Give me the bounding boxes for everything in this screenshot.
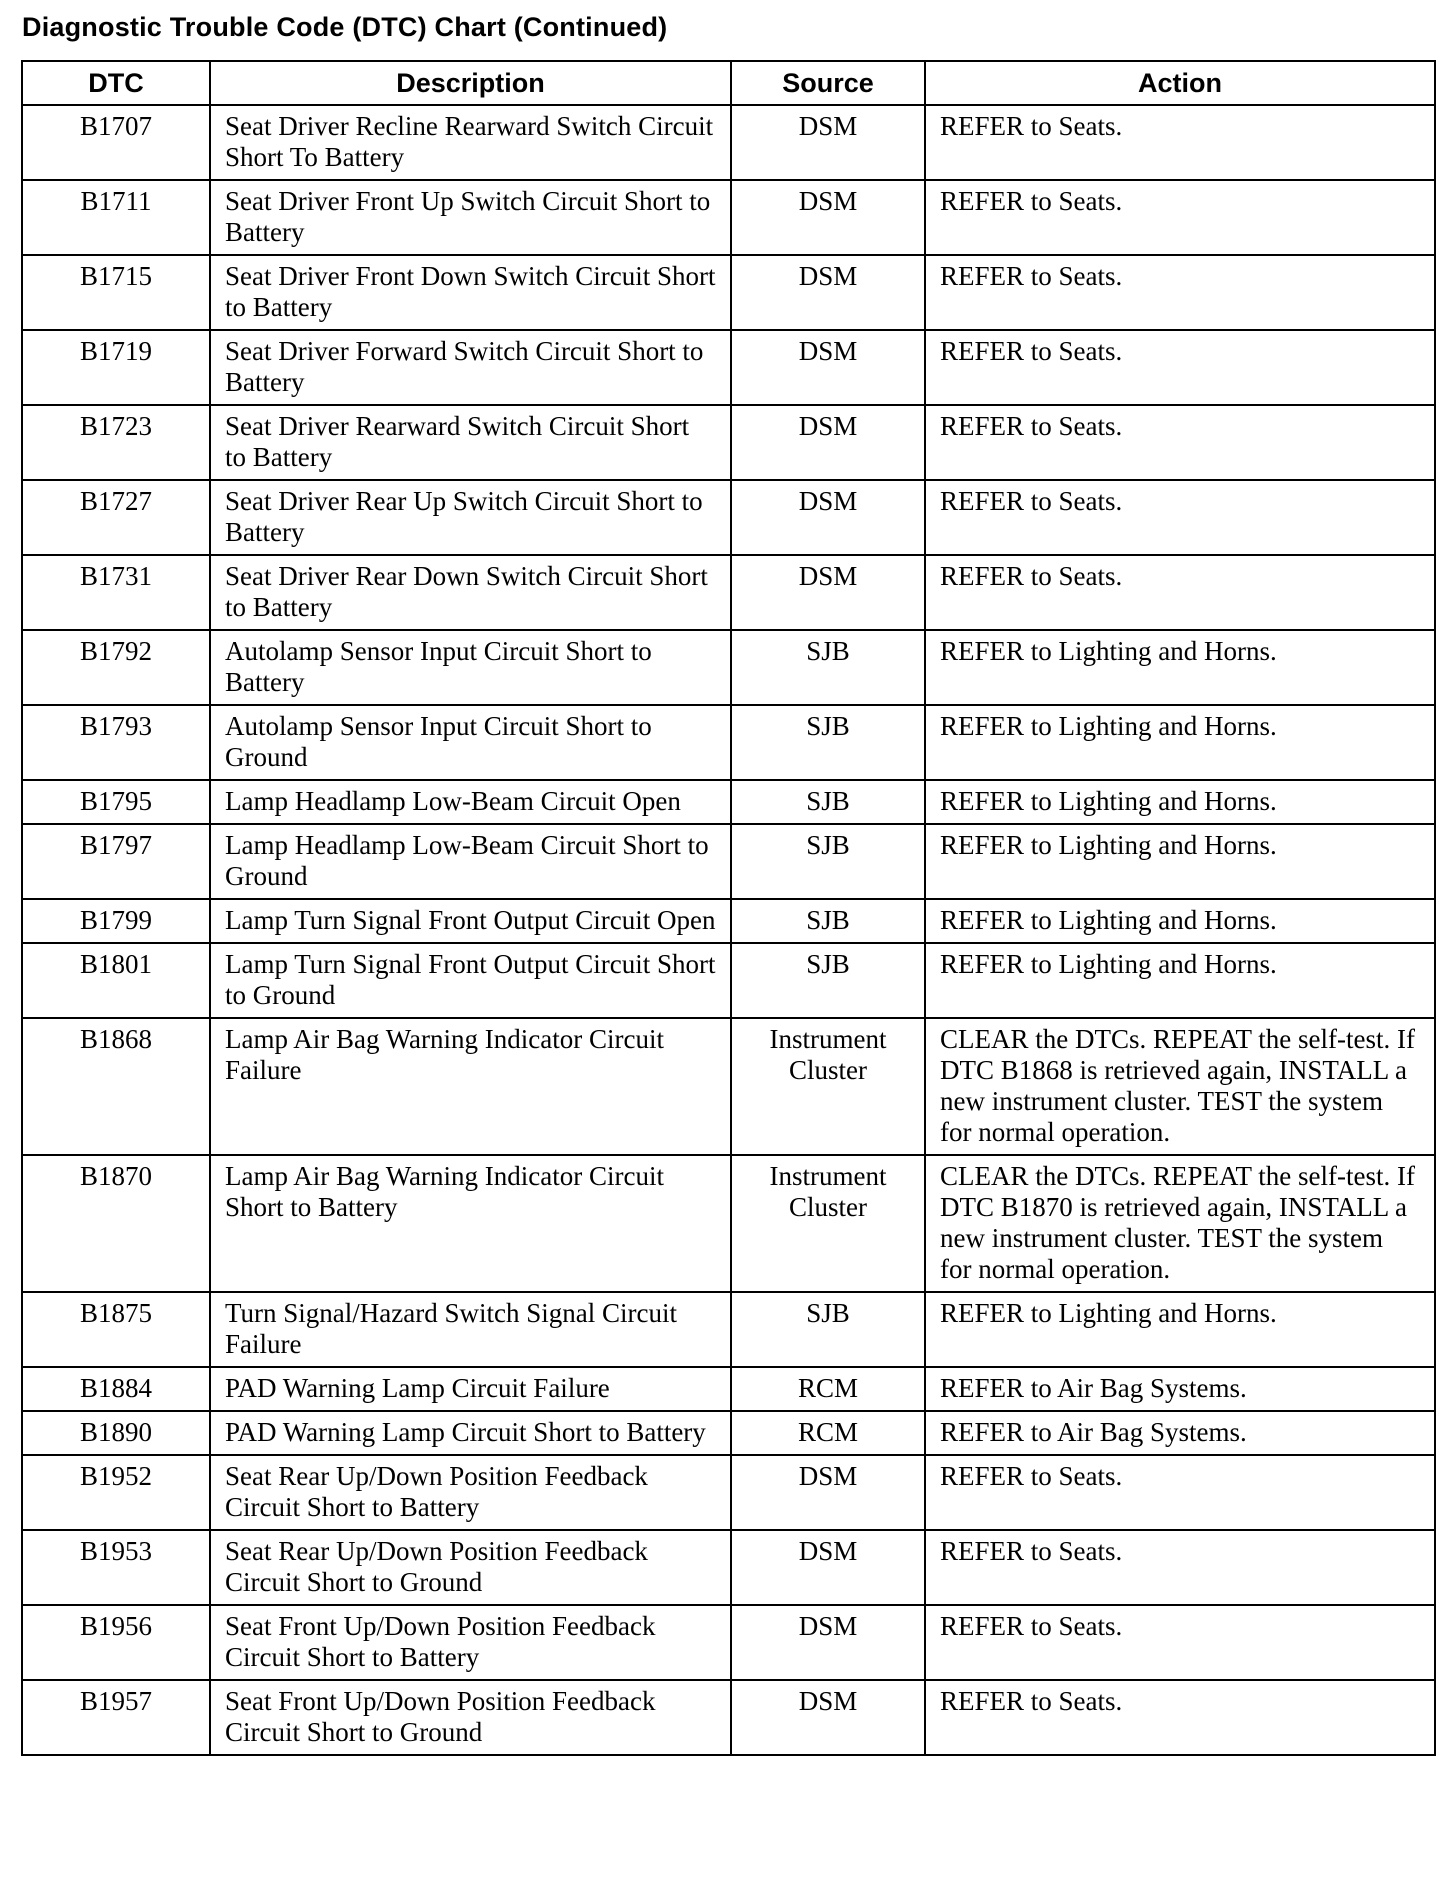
page-title: Diagnostic Trouble Code (DTC) Chart (Continued) bbox=[22, 12, 668, 42]
description-cell: Seat Driver Front Up Switch Circuit Short to Battery bbox=[210, 180, 731, 255]
action-cell: REFER to Seats. bbox=[925, 105, 1435, 180]
table-row bbox=[22, 1530, 1435, 1605]
dtc-code-cell: B1868 bbox=[22, 1018, 210, 1155]
dtc-code-cell: B1793 bbox=[22, 705, 210, 780]
description-cell: Seat Driver Rear Up Switch Circuit Short to Battery bbox=[210, 480, 731, 555]
column-header-source: Source bbox=[731, 61, 925, 105]
table-row bbox=[22, 330, 1435, 405]
action-cell: REFER to Air Bag Systems. bbox=[925, 1367, 1435, 1411]
source-cell: DSM bbox=[731, 405, 925, 480]
description-cell: Lamp Headlamp Low-Beam Circuit Open bbox=[210, 780, 731, 824]
dtc-code-cell: B1711 bbox=[22, 180, 210, 255]
source-cell: SJB bbox=[731, 1292, 925, 1367]
description-cell: Seat Rear Up/Down Position Feedback Circuit Short to Battery bbox=[210, 1455, 731, 1530]
source-cell: DSM bbox=[731, 180, 925, 255]
action-cell: REFER to Seats. bbox=[925, 1680, 1435, 1755]
description-cell: Seat Driver Rearward Switch Circuit Short to Battery bbox=[210, 405, 731, 480]
action-cell: CLEAR the DTCs. REPEAT the self-test. If DTC B1868 is retrieved again, INSTALL a new instrument cluster. TEST the system for normal operation. bbox=[925, 1018, 1435, 1155]
dtc-code-cell: B1957 bbox=[22, 1680, 210, 1755]
action-cell: REFER to Lighting and Horns. bbox=[925, 899, 1435, 943]
source-cell: SJB bbox=[731, 780, 925, 824]
description-cell: Seat Front Up/Down Position Feedback Circuit Short to Ground bbox=[210, 1680, 731, 1755]
dtc-code-cell: B1727 bbox=[22, 480, 210, 555]
action-cell: REFER to Lighting and Horns. bbox=[925, 943, 1435, 1018]
action-cell: REFER to Lighting and Horns. bbox=[925, 780, 1435, 824]
action-cell: REFER to Lighting and Horns. bbox=[925, 630, 1435, 705]
description-cell: Lamp Headlamp Low-Beam Circuit Short to Ground bbox=[210, 824, 731, 899]
source-cell: DSM bbox=[731, 480, 925, 555]
table-row bbox=[22, 943, 1435, 1018]
description-cell: PAD Warning Lamp Circuit Failure bbox=[210, 1367, 731, 1411]
dtc-code-cell: B1797 bbox=[22, 824, 210, 899]
source-cell: Instrument Cluster bbox=[731, 1155, 925, 1292]
source-cell: DSM bbox=[731, 1605, 925, 1680]
table-row bbox=[22, 180, 1435, 255]
dtc-code-cell: B1723 bbox=[22, 405, 210, 480]
description-cell: PAD Warning Lamp Circuit Short to Battery bbox=[210, 1411, 731, 1455]
action-cell: REFER to Lighting and Horns. bbox=[925, 705, 1435, 780]
source-cell: DSM bbox=[731, 1455, 925, 1530]
action-cell: REFER to Lighting and Horns. bbox=[925, 1292, 1435, 1367]
action-cell: REFER to Seats. bbox=[925, 330, 1435, 405]
source-cell: DSM bbox=[731, 105, 925, 180]
source-cell: DSM bbox=[731, 1680, 925, 1755]
table-row bbox=[22, 405, 1435, 480]
source-cell: RCM bbox=[731, 1367, 925, 1411]
source-cell: DSM bbox=[731, 555, 925, 630]
action-cell: REFER to Seats. bbox=[925, 480, 1435, 555]
dtc-code-cell: B1707 bbox=[22, 105, 210, 180]
action-cell: REFER to Air Bag Systems. bbox=[925, 1411, 1435, 1455]
table-row bbox=[22, 1155, 1435, 1292]
dtc-code-cell: B1884 bbox=[22, 1367, 210, 1411]
dtc-code-cell: B1719 bbox=[22, 330, 210, 405]
action-cell: REFER to Seats. bbox=[925, 1455, 1435, 1530]
action-cell: CLEAR the DTCs. REPEAT the self-test. If DTC B1870 is retrieved again, INSTALL a new instrument cluster. TEST the system for normal operation. bbox=[925, 1155, 1435, 1292]
dtc-code-cell: B1952 bbox=[22, 1455, 210, 1530]
dtc-code-cell: B1795 bbox=[22, 780, 210, 824]
table-row bbox=[22, 1018, 1435, 1155]
source-cell: SJB bbox=[731, 630, 925, 705]
table-row bbox=[22, 1292, 1435, 1367]
description-cell: Lamp Air Bag Warning Indicator Circuit Short to Battery bbox=[210, 1155, 731, 1292]
dtc-code-cell: B1870 bbox=[22, 1155, 210, 1292]
table-header-row bbox=[22, 61, 1435, 105]
table-row bbox=[22, 899, 1435, 943]
table-row bbox=[22, 780, 1435, 824]
action-cell: REFER to Seats. bbox=[925, 180, 1435, 255]
source-cell: SJB bbox=[731, 943, 925, 1018]
dtc-code-cell: B1801 bbox=[22, 943, 210, 1018]
dtc-code-cell: B1875 bbox=[22, 1292, 210, 1367]
table-row bbox=[22, 1411, 1435, 1455]
table-row bbox=[22, 630, 1435, 705]
description-cell: Seat Driver Forward Switch Circuit Short to Battery bbox=[210, 330, 731, 405]
source-cell: DSM bbox=[731, 255, 925, 330]
action-cell: REFER to Seats. bbox=[925, 555, 1435, 630]
table-row bbox=[22, 1605, 1435, 1680]
action-cell: REFER to Seats. bbox=[925, 405, 1435, 480]
column-header-description: Description bbox=[210, 61, 731, 105]
dtc-code-cell: B1792 bbox=[22, 630, 210, 705]
source-cell: Instrument Cluster bbox=[731, 1018, 925, 1155]
table-row bbox=[22, 105, 1435, 180]
action-cell: REFER to Seats. bbox=[925, 255, 1435, 330]
source-cell: SJB bbox=[731, 705, 925, 780]
description-cell: Seat Driver Rear Down Switch Circuit Short to Battery bbox=[210, 555, 731, 630]
column-header-action: Action bbox=[925, 61, 1435, 105]
description-cell: Turn Signal/Hazard Switch Signal Circuit Failure bbox=[210, 1292, 731, 1367]
dtc-code-cell: B1731 bbox=[22, 555, 210, 630]
table-row bbox=[22, 1367, 1435, 1411]
table-row bbox=[22, 705, 1435, 780]
description-cell: Lamp Air Bag Warning Indicator Circuit Failure bbox=[210, 1018, 731, 1155]
dtc-code-cell: B1799 bbox=[22, 899, 210, 943]
description-cell: Seat Front Up/Down Position Feedback Circuit Short to Battery bbox=[210, 1605, 731, 1680]
action-cell: REFER to Seats. bbox=[925, 1530, 1435, 1605]
table-body bbox=[22, 105, 1435, 1755]
description-cell: Seat Rear Up/Down Position Feedback Circuit Short to Ground bbox=[210, 1530, 731, 1605]
source-cell: SJB bbox=[731, 899, 925, 943]
description-cell: Seat Driver Front Down Switch Circuit Short to Battery bbox=[210, 255, 731, 330]
table-row bbox=[22, 555, 1435, 630]
description-cell: Lamp Turn Signal Front Output Circuit Open bbox=[210, 899, 731, 943]
description-cell: Autolamp Sensor Input Circuit Short to Battery bbox=[210, 630, 731, 705]
table-row bbox=[22, 824, 1435, 899]
action-cell: REFER to Seats. bbox=[925, 1605, 1435, 1680]
source-cell: RCM bbox=[731, 1411, 925, 1455]
table-row bbox=[22, 480, 1435, 555]
column-header-dtc: DTC bbox=[22, 61, 210, 105]
description-cell: Seat Driver Recline Rearward Switch Circuit Short To Battery bbox=[210, 105, 731, 180]
description-cell: Autolamp Sensor Input Circuit Short to Ground bbox=[210, 705, 731, 780]
dtc-code-cell: B1956 bbox=[22, 1605, 210, 1680]
dtc-code-cell: B1953 bbox=[22, 1530, 210, 1605]
dtc-code-cell: B1715 bbox=[22, 255, 210, 330]
action-cell: REFER to Lighting and Horns. bbox=[925, 824, 1435, 899]
source-cell: DSM bbox=[731, 1530, 925, 1605]
source-cell: DSM bbox=[731, 330, 925, 405]
dtc-table bbox=[21, 60, 1436, 1756]
table-row bbox=[22, 1455, 1435, 1530]
table-row bbox=[22, 255, 1435, 330]
table-row bbox=[22, 1680, 1435, 1755]
source-cell: SJB bbox=[731, 824, 925, 899]
description-cell: Lamp Turn Signal Front Output Circuit Short to Ground bbox=[210, 943, 731, 1018]
dtc-code-cell: B1890 bbox=[22, 1411, 210, 1455]
